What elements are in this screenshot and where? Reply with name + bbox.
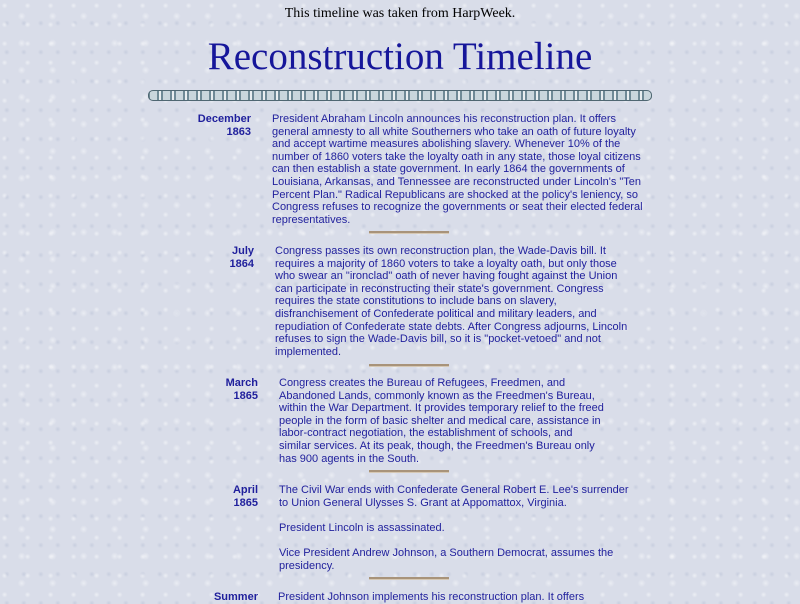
text-line: to Union General Ulysses S. Grant at Appomattox, Virginia. [279, 496, 567, 509]
entry-text [278, 591, 584, 604]
text-line: President Lincoln is assassinated. [279, 521, 445, 534]
entry-month: December [197, 113, 251, 125]
entry-date [164, 245, 254, 270]
entry-year: 1865 [233, 496, 258, 509]
text-line: Abandoned Lands, commonly known as the Freedmen's Bureau, [279, 389, 595, 402]
entry-year: 1865 [233, 389, 258, 402]
text-line: can participate in reconstructing their state's government. Congress [275, 282, 604, 295]
entry-paragraph [278, 591, 584, 604]
entry-paragraph [275, 245, 627, 358]
text-line: has 900 agents in the South. [279, 452, 420, 465]
entry-paragraph [272, 113, 643, 226]
entry-paragraph [279, 484, 629, 509]
entry-year: 1863 [226, 125, 251, 138]
text-line: can then establish a state government. In early 1864 the governments of [272, 163, 625, 176]
entry-date [161, 113, 251, 138]
page-title: Reconstruction Timeline [207, 35, 593, 78]
text-line: similar services. At its peak, though, the Freedmen's Bureau only [279, 439, 595, 452]
text-line: general amnesty to all white Southerners who take an oath of future loyalty [272, 125, 636, 138]
text-line: Vice President Andrew Johnson, a Southern Democrat, assumes the [279, 546, 614, 559]
text-line: implemented. [275, 345, 342, 358]
text-line: and accept wartime measures abolishing slavery. Whenever 10% of the [272, 138, 621, 151]
text-line: repudiation of Confederate state debts. After Congress adjourns, Lincoln [275, 320, 628, 333]
entry-separator [369, 231, 449, 234]
entry-month: Summer [213, 591, 258, 603]
entry-paragraph [279, 522, 629, 535]
text-line: President Abraham Lincoln announces his reconstruction plan. It offers [272, 113, 617, 125]
entry-text [272, 113, 643, 226]
text-line: presidency. [279, 559, 335, 572]
text-line: disfranchisement of Confederate political and military leaders, and [275, 307, 597, 320]
chain-divider [148, 90, 652, 101]
entry-paragraph [279, 547, 629, 572]
text-line: Congress refuses to recognize the governments or seat their elected federal [272, 201, 643, 214]
text-line: within the War Department. It provides temporary relief to the freed [279, 402, 604, 415]
text-line: Congress creates the Bureau of Refugees, Freedmen, and [279, 377, 566, 389]
text-line: Louisiana, Arkansas, and Tennessee are reconstructed under Lincoln's "Ten [272, 175, 642, 188]
entry-month: April [232, 484, 258, 496]
text-line: requires a majority of 1860 voters to take a loyalty oath, but only those [275, 257, 617, 270]
text-line: Percent Plan." Radical Republicans are shocked at the policy's leniency, so [272, 188, 638, 201]
entry-text [279, 484, 629, 572]
entry-month: March [225, 377, 258, 389]
text-line: The Civil War ends with Confederate General Robert E. Lee's surrender [279, 484, 629, 496]
text-line: representatives. [272, 213, 351, 226]
entry-date [168, 484, 258, 509]
text-line: President Johnson implements his reconstruction plan. It offers [278, 591, 585, 603]
entry-text [279, 377, 604, 465]
text-line: refuses to sign the Wade-Davis bill, so it is "pocket-vetoed" and not [275, 333, 601, 346]
entry-date [168, 377, 258, 402]
text-line: people in the form of basic shelter and medical care, assistance in [279, 414, 601, 427]
text-line: labor-contract negotiation, the establishment of schools, and [279, 427, 573, 440]
text-line: Congress passes its own reconstruction plan, the Wade-Davis bill. It [275, 245, 606, 257]
entry-paragraph [279, 377, 604, 465]
entry-separator [369, 364, 449, 367]
text-line: requires the state constitutions to include bans on slavery, [275, 295, 557, 308]
text-line: number of 1860 voters take the loyalty oath in any state, those loyal citizens [272, 150, 641, 163]
entry-separator [369, 470, 449, 473]
entry-year: 1864 [229, 257, 254, 270]
entry-date [168, 591, 258, 604]
text-line: who swear an "ironclad" oath of never having fought against the Union [275, 270, 618, 283]
source-note: This timeline was taken from HarpWeek. [284, 6, 516, 21]
entry-text [275, 245, 627, 358]
entry-separator [369, 577, 449, 580]
entry-month: July [231, 245, 254, 257]
